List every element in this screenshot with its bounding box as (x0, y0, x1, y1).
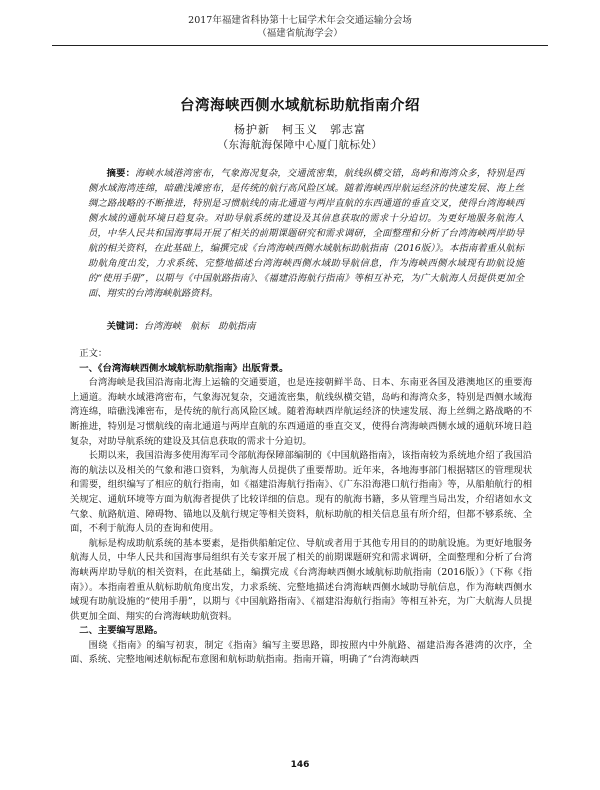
paragraph: 长期以来，我国沿海多使用海军司令部航海保障部编制的《中国航路指南》，该指南较为系统地介绍了我国沿海的航法以及相关的气象和港口资料，为航海人员提供了重要帮助。近年来，各地海事部门根据辖区的管理现状和需要，组织编写了相应的航行指南，如《福建沿海航行指南》、《广东沿海港口航行指南》等，从船舶航行的相关规定、通航环境等方面为航海者提供了比较详细的信息。现有的航海书籍，多从管理当局出发，介绍诸如水文气象、航路航道、障碍物、锚地以及航行规定等相关资料，航标助航的相关信息虽有所介绍，但都不够系统、全面，不利于航海人员的查询和使用。 (70, 450, 532, 535)
header-conference: 2017年福建省科协第十七届学术年会交通运输分会场 (188, 15, 412, 26)
abstract-text: 海峡水域港湾密布，气象海况复杂，交通流密集，航线纵横交错，岛屿和海湾众多，特别是西侧水域海湾连绵，暗礁浅滩密布，是传统的航行高风险区域。随着海峡西岸航运经济的快速发展、海上丝绸之路战略的不断推进，特别是习惯航线的南北通道与两岸直航的东西通道的垂直交叉，使得台湾海峡西侧水域的通航环境日趋复杂。对助导航系统的建设及其信息获取的需求十分迫切。为更好地服务航海人员，中华人民共和国海事局开展了相关的前期课题研究和需求调研，全面整理和分析了台湾海峡两岸助导航的相关资料，在此基础上，编撰完成《台湾海峡西侧水域航标助航指南（2016版）》。本指南着重从航标助航角度出发，力求系统、完整地描述台湾海峡西侧水域助导航信息，作为海峡西侧水域现有助航设施的“使用手册”，以期与《中国航路指南》、《福建沿海航行指南》等相互补充，为广大航海人员提供更加全面、翔实的台湾海峡航路资料。 (88, 168, 524, 299)
section-heading-1: 一、《台湾海峡西侧水域航标助航指南》出版背景。 (79, 362, 289, 374)
keywords-label: 关键词： (106, 321, 144, 332)
author-list: 杨护新 柯玉义 郭志富 (234, 123, 366, 136)
paragraph: 围绕《指南》的编写初衷，制定《指南》编写主要思路，即按照内中外航路、福建沿海各港湾的次序，全面、系统、完整地阐述航标配布意图和航标助航指南。指南开篇，明确了“台湾海峡西 (70, 639, 532, 666)
page-number: 146 (290, 760, 310, 770)
paragraph: 航标是构成助航系统的基本要素，是指供船舶定位、导航或者用于其他专用目的的助航设施。为更好地服务航海人员，中华人民共和国海事局组织有关专家开展了相关的前期课题研究和需求调研，全面整理和分析了台湾海峡两岸助导航的相关资料，在此基础上，编撰完成《台湾海峡西侧水域航标助航指南（2016版）》（下称《指南》）。本指南着重从航标助航角度出发，力求系统、完整地描述台湾海峡西侧水域助导航信息，作为海峡西侧水域现有助航设施的“使用手册”，以期与《中国航路指南》、《福建沿海航行指南》等相互补充，为广大航海人员提供更加全面、翔实的台湾海峡助航资料。 (70, 537, 532, 622)
abstract-label: 摘要： (106, 168, 136, 179)
header-society: （福建省航海学会） (257, 28, 343, 39)
keywords-text: 台湾海峡 航标 助航指南 (143, 321, 256, 332)
author-affiliation: （东海航海保障中心厦门航标处） (217, 139, 383, 151)
keywords (88, 319, 524, 334)
running-header (0, 14, 600, 40)
header-divider (52, 45, 548, 46)
body-intro: 正文： (79, 348, 108, 359)
paragraph: 台湾海峡是我国沿海南北海上运输的交通要道，也是连接朝鲜半岛、日本、东南亚各国及港澳地区的重要海上通道。海峡水域港湾密布，气象海况复杂，交通流密集，航线纵横交错，岛屿和海湾众多，特别是西侧水域海湾连绵，暗礁浅滩密布，是传统的航行高风险区域。随着海峡西岸航运经济的快速发展、海上丝绸之路战略的不断推进，特别是习惯航线的南北通道与两岸直航的东西通道的垂直交叉，使得台湾海峡西侧水域的通航环境日趋复杂，对助导航系统的建设及其信息获取的需求十分迫切。 (70, 377, 532, 447)
paper-title: 台湾海峡西侧水域航标助航指南介绍 (180, 98, 420, 114)
section-heading-2: 二、主要编写思路。 (79, 625, 163, 637)
abstract (88, 166, 524, 301)
body-text (70, 347, 532, 668)
